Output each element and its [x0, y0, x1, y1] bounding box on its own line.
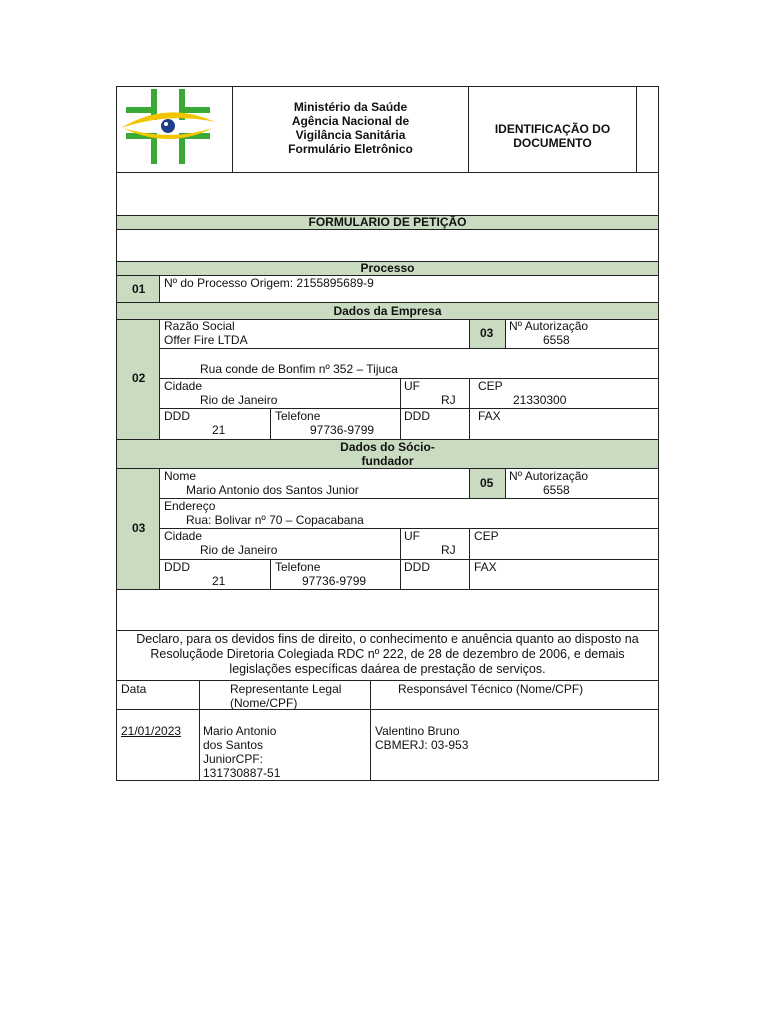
empresa-cidade-value: Rio de Janeiro	[200, 393, 278, 407]
org-line-2: Agência Nacional de	[291, 114, 410, 128]
anvisa-logo	[119, 88, 219, 168]
empresa-aut-value: 6558	[543, 333, 570, 347]
org-line-1: Ministério da Saúde	[293, 100, 408, 114]
socio-telefone-value: 97736-9799	[302, 574, 367, 588]
representante-value-3: JuniorCPF:	[203, 752, 264, 766]
empresa-telefone-value: 97736-9799	[310, 423, 375, 437]
razao-social-label: Razão Social	[164, 319, 235, 333]
socio-aut-label: Nº Autorização	[509, 469, 589, 483]
razao-social-value: Offer Fire LTDA	[164, 333, 248, 347]
empresa-telefone-label: Telefone	[275, 409, 321, 423]
socio-endereco-label: Endereço	[164, 499, 216, 513]
org-line-3: Vigilância Sanitária	[295, 128, 406, 142]
processo-num: 01	[132, 282, 146, 296]
empresa-uf-value: RJ	[441, 393, 456, 407]
socio-ddd-label: DDD	[164, 560, 190, 574]
socio-telefone-label: Telefone	[275, 560, 321, 574]
socio-endereco-value: Rua: Bolivar nº 70 – Copacabana	[186, 513, 364, 527]
socio-fax-label: FAX	[474, 560, 497, 574]
empresa-num: 02	[132, 371, 146, 385]
representante-label-2: (Nome/CPF)	[230, 696, 298, 710]
socio-nome-value: Mario Antonio dos Santos Junior	[186, 483, 359, 497]
empresa-ddd-label: DDD	[164, 409, 190, 423]
socio-cidade-value: Rio de Janeiro	[200, 543, 278, 557]
representante-value-1: Mario Antonio	[203, 724, 277, 738]
responsavel-value-1: Valentino Bruno	[375, 724, 460, 738]
socio-uf-label: UF	[404, 529, 420, 543]
responsavel-label: Responsável Técnico (Nome/CPF)	[398, 682, 584, 696]
empresa-cep-label: CEP	[478, 379, 503, 393]
empresa-endereco: Rua conde de Bonfim nº 352 – Tijuca	[200, 362, 398, 376]
socio-uf-value: RJ	[441, 543, 456, 557]
representante-value-2: dos Santos	[203, 738, 264, 752]
processo-origem: Nº do Processo Origem: 2155895689-9	[164, 276, 374, 290]
form-title: FORMULARIO DE PETIÇÃO	[308, 215, 467, 229]
socio-ddd-value: 21	[212, 574, 226, 588]
empresa-uf-label: UF	[404, 379, 420, 393]
data-label: Data	[121, 682, 147, 696]
socio-heading-1: Dados do Sócio-	[340, 440, 435, 454]
empresa-fax-label: FAX	[478, 409, 501, 423]
doc-id-line-1: IDENTIFICAÇÃO DO	[494, 122, 611, 136]
socio-cep-label: CEP	[474, 529, 499, 543]
empresa-aut-label: Nº Autorização	[509, 319, 589, 333]
empresa-ddd2-label: DDD	[404, 409, 430, 423]
processo-heading: Processo	[360, 261, 415, 275]
org-line-4: Formulário Eletrônico	[288, 142, 413, 156]
empresa-heading: Dados da Empresa	[333, 304, 442, 318]
data-value: 21/01/2023	[121, 724, 182, 738]
socio-nome-label: Nome	[164, 469, 197, 483]
socio-num: 03	[132, 521, 146, 535]
empresa-cep-value: 21330300	[513, 393, 567, 407]
declaracao-line-2: Resoluçãode Diretoria Colegiada RDC nº 222, de 28 de dezembro de 2006, e demais	[150, 647, 625, 661]
socio-ddd2-label: DDD	[404, 560, 430, 574]
socio-aut-value: 6558	[543, 483, 570, 497]
representante-value-4: 131730887-51	[203, 766, 281, 780]
responsavel-value-2: CBMERJ: 03-953	[375, 738, 469, 752]
declaracao-line-3: legislações específicas daárea de prestação de serviços.	[229, 662, 546, 676]
socio-cidade-label: Cidade	[164, 529, 203, 543]
representante-label-1: Representante Legal	[230, 682, 342, 696]
empresa-cidade-label: Cidade	[164, 379, 203, 393]
empresa-aut-num: 03	[480, 326, 494, 340]
socio-heading-2: fundador	[361, 454, 414, 468]
declaracao-line-1: Declaro, para os devidos fins de direito, o conhecimento e anuência quanto ao disposto na	[136, 632, 639, 646]
socio-aut-num: 05	[480, 476, 494, 490]
doc-id-line-2: DOCUMENTO	[513, 136, 592, 150]
empresa-ddd-value: 21	[212, 423, 226, 437]
